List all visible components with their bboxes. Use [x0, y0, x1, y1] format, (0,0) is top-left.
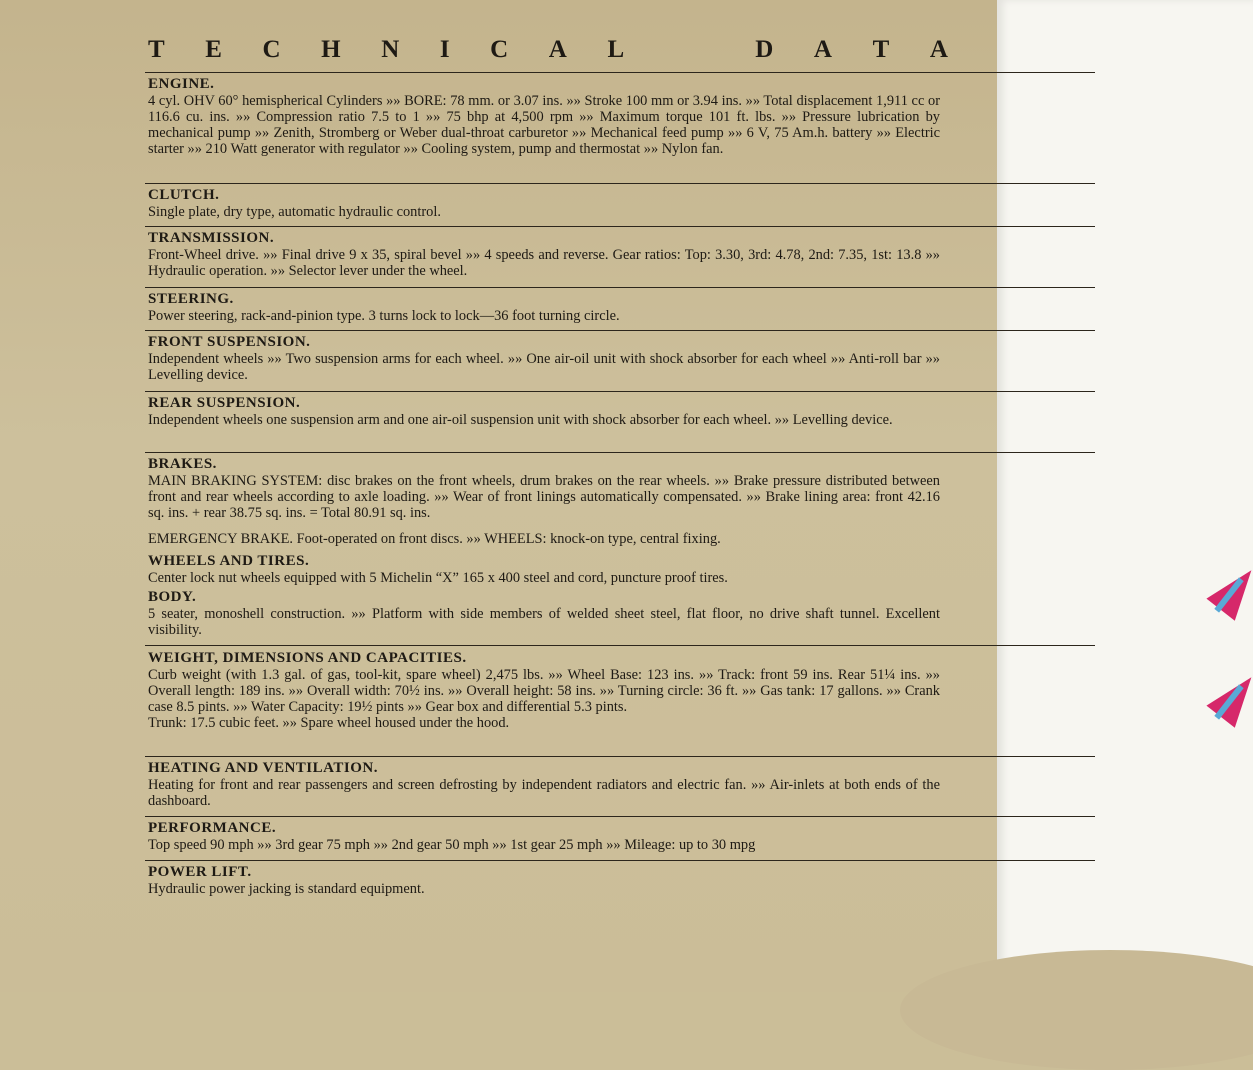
section-steering — [148, 291, 940, 324]
section-body: Center lock nut wheels equipped with 5 Michelin “X” 165 x 400 steel and cord, puncture proof tires. — [148, 570, 728, 586]
title-letter: C — [490, 36, 509, 63]
title-letter: E — [205, 36, 222, 63]
section-transmission — [148, 230, 940, 279]
section-body: Top speed 90 mph »» 3rd gear 75 mph »» 2nd gear 50 mph »» 1st gear 25 mph »» Mileage: up to 30 mpg — [148, 837, 756, 853]
section-body — [148, 589, 940, 638]
section-body: MAIN BRAKING SYSTEM: disc brakes on the front wheels, drum brakes on the rear wheels. »» Brake pressure distributed between front and rear wheels according to axle loading. »» Wear of front linings automatically compensated. »» Brake lining area: front 42.16 sq. ins. + rear 38.75 sq. ins. = Total 80.91 sq. ins. — [148, 473, 940, 521]
section-wheels-and-tires — [148, 553, 940, 586]
title-letter: C — [262, 36, 281, 63]
section-performance — [148, 820, 940, 853]
divider — [145, 645, 1095, 646]
title-letter: A — [548, 36, 567, 63]
section-heading: REAR SUSPENSION. — [148, 395, 301, 411]
section-heading: ENGINE. — [148, 76, 215, 92]
title-letter: T — [872, 36, 890, 63]
section-body-text: 5 seater, monoshell construction. »» Platform with side members of welded sheet steel, flat floor, no drive shaft tunnel. Excellent visibility. — [148, 606, 940, 638]
section-body: Independent wheels »» Two suspension arms for each wheel. »» One air-oil unit with shock absorber for each wheel »» Anti-roll bar »» Levelling device. — [148, 351, 940, 383]
section-body: Heating for front and rear passengers and screen defrosting by independent radiators and electric fan. »» Air-inlets at both ends of the dashboard. — [148, 777, 940, 809]
title-letter: H — [321, 36, 341, 63]
title-word-gap — [665, 36, 715, 64]
title-letter: A — [813, 36, 832, 63]
section-power-lift — [148, 864, 940, 897]
section-body: 4 cyl. OHV 60° hemispherical Cylinders »» BORE: 78 mm. or 3.07 ins. »» Stroke 100 mm or 3.94 ins. »» Total displacement 1,911 cc or 116.6 cu. ins. »» Compression ratio 7.5 to 1 »» 75 bhp at 4,500 rpm »» Maximum torque 101 ft. lbs. »» Pressure lubrication by mechanical pump »» Zenith, Stromberg or Weber dual-throat carburetor »» Mechanical feed pump »» 6 V, 75 Am.h. battery »» Electric starter »» 210 Watt generator with regulator »» Cooling system, pump and thermostat »» Nylon fan. — [148, 93, 940, 157]
section-heating-ventilation — [148, 760, 940, 809]
emergency-brake-note: EMERGENCY BRAKE. Foot-operated on front discs. »» WHEELS: knock-on type, central fixing. — [148, 531, 721, 547]
divider — [145, 391, 1095, 392]
section-heading: WHEELS AND TIRES. — [148, 553, 310, 569]
title-letter: A — [929, 36, 948, 63]
section-heading: BODY. — [148, 589, 197, 605]
divider — [145, 816, 1095, 817]
section-clutch — [148, 187, 940, 220]
section-body: Power steering, rack-and-pinion type. 3 turns lock to lock—36 foot turning circle. — [148, 308, 620, 324]
section-body: Single plate, dry type, automatic hydraulic control. — [148, 204, 441, 220]
section-body: Hydraulic power jacking is standard equipment. — [148, 881, 425, 897]
section-heading: POWER LIFT. — [148, 864, 252, 880]
section-engine — [148, 76, 940, 157]
section-heading: PERFORMANCE. — [148, 820, 277, 836]
title-letter: L — [607, 36, 625, 63]
section-heading: WEIGHT, DIMENSIONS AND CAPACITIES. — [148, 650, 467, 666]
trunk-note: Trunk: 17.5 cubic feet. »» Spare wheel housed under the hood. — [148, 715, 510, 731]
title-letter: I — [439, 36, 450, 63]
divider — [145, 226, 1095, 227]
section-body: Front-Wheel drive. »» Final drive 9 x 35, spiral bevel »» 4 speeds and reverse. Gear ratios: Top: 3.30, 3rd: 4.78, 2nd: 7.35, 1st: 13.8 »» Hydraulic operation. »» Selector lever under the wheel. — [148, 247, 940, 279]
section-weight-dimensions — [148, 650, 940, 731]
divider — [145, 72, 1095, 73]
section-heading: BRAKES. — [148, 456, 217, 472]
page-title — [148, 36, 948, 64]
title-letter: N — [381, 36, 400, 63]
white-side-panel — [997, 0, 1253, 992]
divider — [145, 452, 1095, 453]
section-brakes — [148, 456, 940, 547]
section-heading: TRANSMISSION. — [148, 230, 275, 246]
section-rear-suspension — [148, 395, 940, 428]
divider — [145, 756, 1095, 757]
divider — [145, 183, 1095, 184]
section-heading: CLUTCH. — [148, 187, 220, 203]
section-body: Independent wheels one suspension arm and one air-oil suspension unit with shock absorber for each wheel. »» Levelling device. — [148, 412, 893, 428]
title-letter: D — [755, 36, 774, 63]
section-front-suspension — [148, 334, 940, 383]
title-letter: T — [148, 36, 165, 63]
section-heading: HEATING AND VENTILATION. — [148, 760, 378, 776]
divider — [145, 330, 1095, 331]
divider — [145, 287, 1095, 288]
section-heading: STEERING. — [148, 291, 234, 307]
section-heading: FRONT SUSPENSION. — [148, 334, 311, 350]
divider — [145, 860, 1095, 861]
section-body: Curb weight (with 1.3 gal. of gas, tool-kit, spare wheel) 2,475 lbs. »» Wheel Base: 123 ins. »» Track: front 59 ins. Rear 51¼ ins. »» Overall length: 189 ins. »» Overall width: 70½ ins. »» Overall height: 58 ins. »» Turning circle: 36 ft. »» Gas tank: 17 gallons. »» Crank case 8.5 pints. »» Water Capacity: 19½ pints »» Gear box and differential 5.3 pints. — [148, 667, 940, 715]
